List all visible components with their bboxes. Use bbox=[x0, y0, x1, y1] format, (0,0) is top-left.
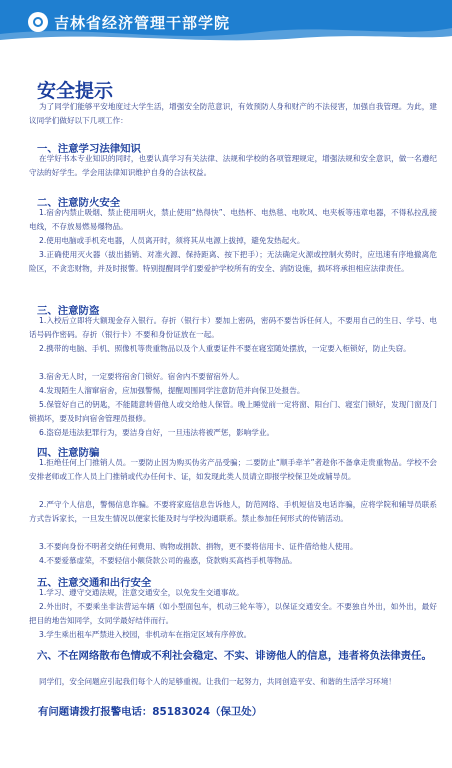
theft-item-3: 3.宿舍无人时，一定要将宿舍门锁好。宿舍内不要留宿外人。 bbox=[39, 372, 244, 381]
section-heading-theft: 三、注意防盗 bbox=[37, 305, 100, 317]
fraud-item-3: 3.不要向身份不明者交纳任何费用、购物或捐款、捐物，更不要将信用卡、证件借给他人使用。 bbox=[39, 542, 358, 551]
traffic-item-2: 2.外出时，不要乘坐非法营运车辆（如小型面包车，机动三轮车等），以保证交通安全。不要独自外出，如外出，最好把目的地告知同学，女同学最好结伴而行。 bbox=[29, 602, 437, 625]
theft-item-1: 1.入校后立即将大额现金存入银行。存折（银行卡）要加上密码，密码不要告诉任何人，不要用自己的生日、学号、电话号码作密码。存折（银行卡）不要和身份证放在一起。 bbox=[29, 316, 437, 339]
law-paragraph: 在学好书本专业知识的同时，也要认真学习有关法律、法规和学校的各项管理规定，增强法规和安全意识，做一名遵纪守法的好学生。学会用法律知识维护自身的合法权益。 bbox=[29, 154, 437, 177]
theft-item-6: 6.盗窃是违法犯罪行为，要洁身自好，一旦违法将被严惩，影响学业。 bbox=[39, 428, 275, 437]
fire-item-2: 2.使用电脑或手机充电器，人员离开时，须将其从电源上拔掉，避免发热起火。 bbox=[39, 236, 305, 245]
fraud-item-2: 2.严守个人信息，警惕信息诈骗。不要将家庭信息告诉他人，防范网络、手机短信及电话诈骗，应将学院和辅导员联系方式告诉家长，一旦发生情况以便家长能及时与学校沟通联系。禁止参加任何形式的传销活动。 bbox=[29, 500, 437, 523]
section-heading-law: 一、注意学习法律知识 bbox=[37, 143, 141, 155]
section-heading-traffic: 五、注意交通和出行安全 bbox=[37, 577, 152, 589]
theft-item-4: 4.发现陌生人溜窜宿舍，应加强警惕，提醒周围同学注意防范并向保卫处报告。 bbox=[39, 386, 305, 395]
traffic-item-1: 1.学习、遵守交通法规，注意交通安全，以免发生交通事故。 bbox=[39, 588, 244, 597]
intro-paragraph: 为了同学们能够平安地度过大学生活，增强安全防范意识，有效预防人身和财产的不法侵害，加强自我管理。为此，建议同学们做好以下几项工作： bbox=[29, 102, 437, 125]
police-hotline: 有问题请拨打报警电话：85183024（保卫处） bbox=[38, 706, 263, 718]
section-heading-fraud: 四、注意防骗 bbox=[37, 447, 100, 459]
theft-item-5: 5.保管好自己的钥匙，不能随意转借他人或交给他人保管。晚上睡觉前一定将窗、阳台门、寝室门锁好，发现门窗及门锁损坏，要及时向宿舍管理员报修。 bbox=[29, 400, 437, 423]
section-heading-online-conduct: 六、不在网络散布色情或不利社会稳定、不实、诽谤他人的信息，违者将负法律责任。 bbox=[37, 650, 432, 662]
fraud-item-4: 4.不要爱慕虚荣，不要轻信小额贷款公司的蛊惑，贷款购买高档手机等物品。 bbox=[39, 556, 297, 565]
theft-item-2: 2.携带的电脑、手机、照像机等贵重物品以及个人重要证件不要在寝室随处摆放，一定要入柜锁好，防止失窃。 bbox=[39, 344, 411, 353]
closing-paragraph: 同学们，安全问题应引起我们每个人的足够重视。让我们一起努力，共同创造平安、和谐的生活学习环境！ bbox=[39, 677, 396, 686]
school-name: 吉林省经济管理干部学院 bbox=[54, 14, 231, 32]
school-emblem-icon bbox=[28, 12, 48, 32]
fire-item-3: 3.正确使用灭火器（拔出插销、对准火源、保持距离、按下把手）；无法确定火源或控制火势时，应迅速有序地撤离危险区，不贪恋财物，并及时报警。特别提醒同学们要爱护学校所有的安全、消防设施，损坏将承担相应法律责任。 bbox=[29, 250, 437, 273]
fraud-item-1: 1.拒绝任何上门推销人员。一要防止因为购买伪劣产品受骗；二要防止“顺手牵羊”者趁你不备拿走贵重物品。学校不会安排老师或工作人员上门推销或代办任何卡、证，如发现此类人员请立即报学校保卫处或辅导员。 bbox=[29, 458, 437, 481]
header-banner bbox=[0, 0, 452, 44]
fire-item-1: 1.宿舍内禁止吸烟、禁止使用明火，禁止使用“热得快”、电热杯、电热毯、电吹风、电夹板等违章电器，不得私拉乱接电线，不存放易燃易爆物品。 bbox=[29, 208, 437, 231]
traffic-item-3: 3.学生乘出租车严禁进入校园，非机动车在指定区域有序停放。 bbox=[39, 630, 252, 639]
section-heading-fire: 二、注意防火安全 bbox=[37, 197, 121, 209]
page-title: 安全提示 bbox=[37, 80, 114, 102]
